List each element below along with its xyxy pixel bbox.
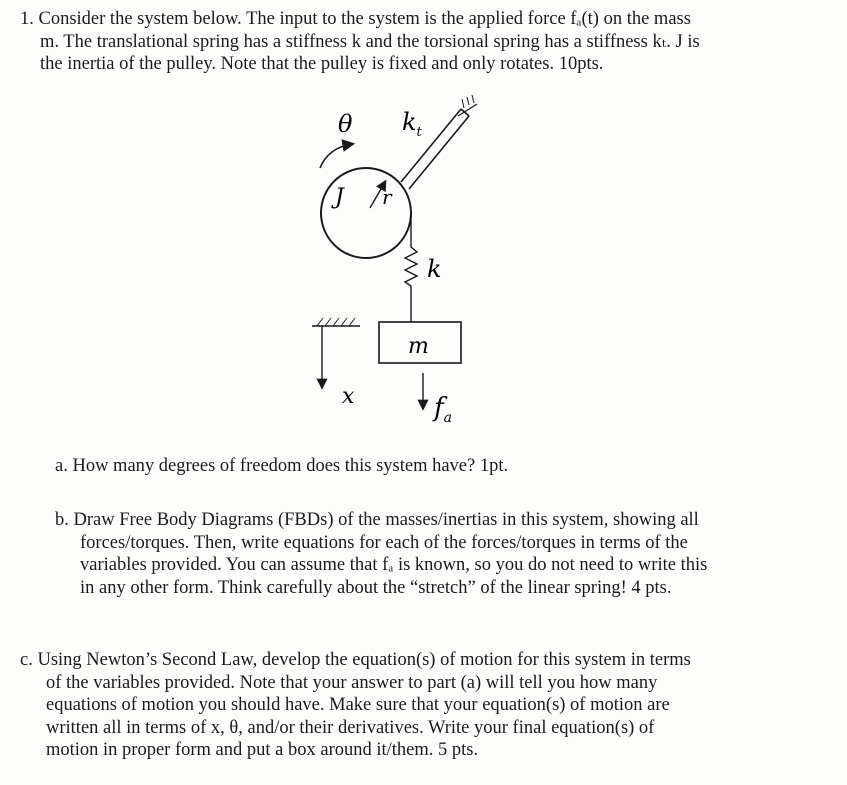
pulley-circle [321, 168, 411, 258]
part-b-line: forces/torques. Then, write equations for each of the forces/torques in terms of the [80, 532, 688, 553]
part-c-line: equations of motion you should have. Make sure that your equation(s) of motion are [46, 695, 670, 715]
part-c-line: c. Using Newton’s Second Law, develop the equation(s) of motion for this system in terms [20, 650, 691, 670]
part-c-text [20, 649, 835, 762]
question-1-line: 1. Consider the system below. The input to the system is the applied force fₐ(t) on the mass [20, 9, 691, 29]
rotation-arrow [320, 144, 352, 168]
part-c-line: written all in terms of x, θ, and/or their derivatives. Write your final equation(s) of [46, 717, 655, 738]
spring-stiffness-label: k [427, 255, 442, 283]
fa-symbol: f [434, 393, 444, 423]
system-diagram [290, 90, 490, 430]
part-a-text [55, 455, 815, 478]
question-1-text [20, 8, 820, 76]
applied-force-label [432, 393, 452, 426]
part-b-line: in any other form. Think carefully about the “stretch” of the linear spring! 4 pts. [80, 577, 672, 598]
kt-subscript: t [416, 125, 422, 140]
part-c-line: motion in proper form and put a box around it/them. 5 pts. [46, 740, 479, 760]
torsional-stiffness-label [402, 108, 423, 140]
linear-spring [405, 213, 417, 322]
theta-label: θ [338, 110, 353, 138]
fa-subscript: a [443, 410, 452, 426]
ground-reference [312, 318, 360, 326]
mass-label: m [408, 334, 429, 359]
part-b-line: variables provided. You can assume that fₐ is known, so you do not need to write this [80, 555, 708, 575]
part-b-text [55, 509, 815, 599]
question-1-line: m. The translational spring has a stiffness k and the torsional spring has a stiffness kₜ. J is [40, 31, 700, 52]
x-label: x [342, 384, 355, 409]
part-b-line: b. Draw Free Body Diagrams (FBDs) of the masses/inertias in this system, showing all [55, 510, 699, 530]
kt-symbol: k [402, 108, 417, 136]
radius-label: r [382, 185, 392, 209]
part-c-line: of the variables provided. Note that your answer to part (a) will tell you how many [46, 672, 658, 693]
question-1-line: the inertia of the pulley. Note that the pulley is fixed and only rotates. 10pts. [40, 54, 604, 74]
inertia-label: J [335, 185, 344, 210]
part-a-line: a. How many degrees of freedom does this system have? 1pt. [55, 456, 509, 476]
